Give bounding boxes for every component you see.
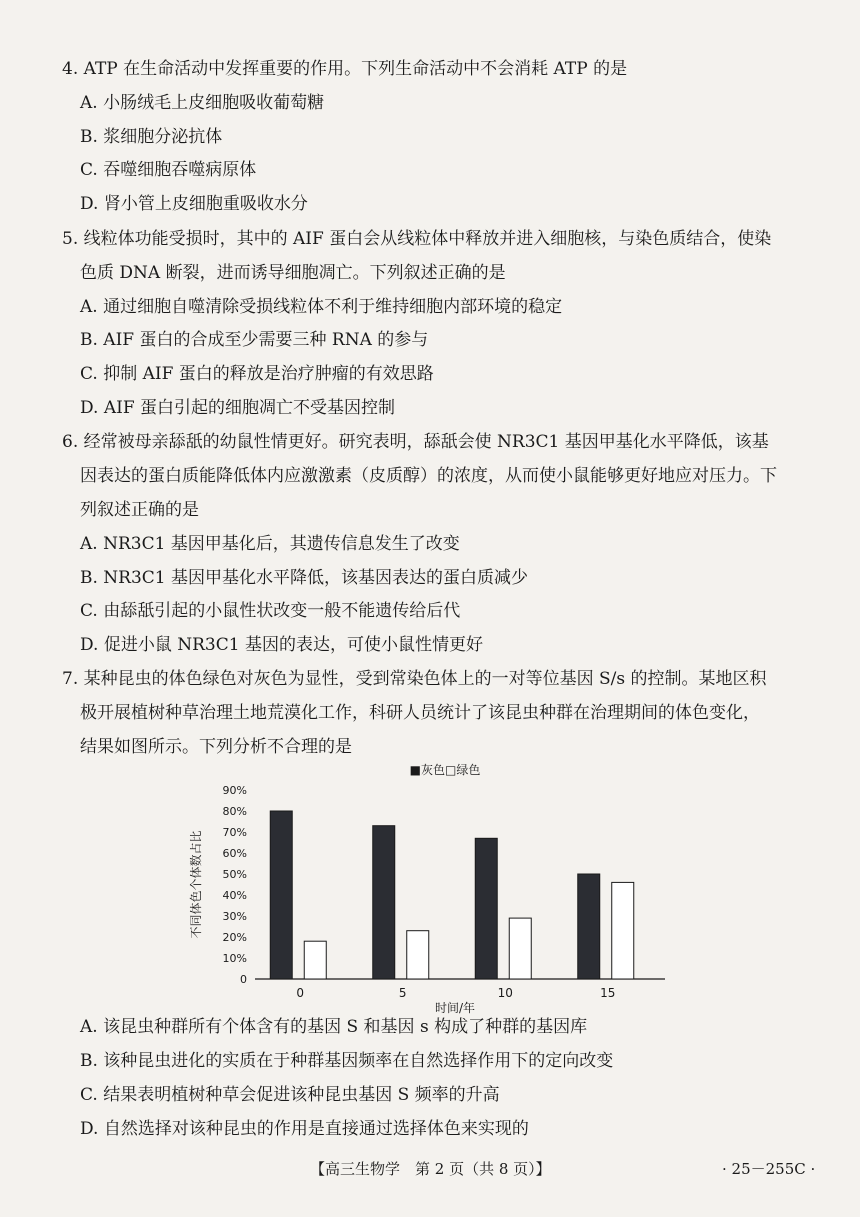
q6-option-c: C. 由舔舐引起的小鼠性状改变一般不能遗传给后代 (80, 601, 461, 621)
question-6-stem: 6. 经常被母亲舔舐的幼鼠性情更好。研究表明，舔舐会使 NR3C1 基因甲基化水平降低，该基 (62, 432, 769, 452)
y-tick-label: 90% (222, 784, 247, 797)
page-footer: 【高三生物学 第 2 页（共 8 页）】 (310, 1160, 551, 1178)
question-6-stem-cont-2: 列叙述正确的是 (80, 500, 199, 520)
q7-option-a: A. 该昆虫种群所有个体含有的基因 S 和基因 s 构成了种群的基因库 (80, 1017, 588, 1037)
question-5-stem: 5. 线粒体功能受损时，其中的 AIF 蛋白会从线粒体中释放并进入细胞核，与染色质结合，使染 (62, 229, 772, 249)
bar-green-0 (304, 941, 326, 979)
chart-legend: ■灰色□绿色 (409, 763, 481, 777)
q4-option-d: D. 肾小管上皮细胞重吸收水分 (80, 194, 308, 214)
q6-option-a: A. NR3C1 基因甲基化后，其遗传信息发生了改变 (80, 534, 460, 554)
question-7-stem-cont-2: 结果如图所示。下列分析不合理的是 (80, 737, 352, 757)
page-code: · 25－255C · (722, 1160, 816, 1178)
bar-green-5 (407, 931, 429, 979)
q6-option-d: D. 促进小鼠 NR3C1 基因的表达，可使小鼠性情更好 (80, 635, 483, 655)
y-axis-label: 不同体色个体数占比 (189, 830, 203, 939)
question-6-stem-cont: 因表达的蛋白质能降低体内应激激素（皮质醇）的浓度，从而使小鼠能够更好地应对压力。下 (80, 466, 777, 486)
bar-green-10 (509, 918, 531, 979)
bar-grey-0 (270, 811, 292, 979)
y-tick-label: 30% (222, 910, 247, 923)
y-tick-label: 50% (222, 868, 247, 881)
bar-green-15 (612, 882, 634, 979)
y-tick-label: 10% (222, 952, 247, 965)
q6-option-b: B. NR3C1 基因甲基化水平降低，该基因表达的蛋白质减少 (80, 568, 529, 588)
question-4-stem: 4. ATP 在生命活动中发挥重要的作用。下列生命活动中不会消耗 ATP 的是 (62, 59, 628, 79)
q5-option-b: B. AIF 蛋白的合成至少需要三种 RNA 的参与 (80, 330, 429, 350)
bar-chart (180, 760, 680, 1015)
q4-option-b: B. 浆细胞分泌抗体 (80, 127, 223, 147)
x-tick-label: 0 (296, 986, 305, 1000)
y-tick-label: 40% (222, 889, 247, 902)
question-5-stem-cont: 色质 DNA 断裂，进而诱导细胞凋亡。下列叙述正确的是 (80, 263, 506, 283)
q5-option-c: C. 抑制 AIF 蛋白的释放是治疗肿瘤的有效思路 (80, 364, 434, 384)
x-tick-label: 5 (398, 986, 407, 1000)
y-tick-label: 70% (222, 826, 247, 839)
x-tick-label: 15 (600, 986, 616, 1000)
x-axis-label: 时间/年 (434, 1001, 476, 1015)
bar-grey-15 (578, 874, 600, 979)
question-7-stem: 7. 某种昆虫的体色绿色对灰色为显性，受到常染色体上的一对等位基因 S/s 的控制。某地区积 (62, 669, 767, 689)
x-tick-label: 10 (497, 986, 513, 1000)
y-tick-label: 80% (222, 805, 247, 818)
q5-option-d: D. AIF 蛋白引起的细胞凋亡不受基因控制 (80, 398, 396, 418)
q4-option-a: A. 小肠绒毛上皮细胞吸收葡萄糖 (80, 93, 325, 113)
q7-option-b: B. 该种昆虫进化的实质在于种群基因频率在自然选择作用下的定向改变 (80, 1051, 614, 1071)
q4-option-c: C. 吞噬细胞吞噬病原体 (80, 160, 257, 180)
y-tick-label: 60% (222, 847, 247, 860)
q7-option-d: D. 自然选择对该种昆虫的作用是直接通过选择体色来实现的 (80, 1119, 529, 1139)
y-tick-label: 0 (240, 973, 247, 986)
question-7-stem-cont: 极开展植树种草治理土地荒漠化工作，科研人员统计了该昆虫种群在治理期间的体色变化， (80, 703, 760, 723)
bar-grey-10 (475, 838, 497, 979)
y-tick-label: 20% (222, 931, 247, 944)
q7-option-c: C. 结果表明植树种草会促进该种昆虫基因 S 频率的升高 (80, 1085, 500, 1105)
q5-option-a: A. 通过细胞自噬清除受损线粒体不利于维持细胞内部环境的稳定 (80, 297, 563, 317)
bar-grey-5 (373, 826, 395, 979)
